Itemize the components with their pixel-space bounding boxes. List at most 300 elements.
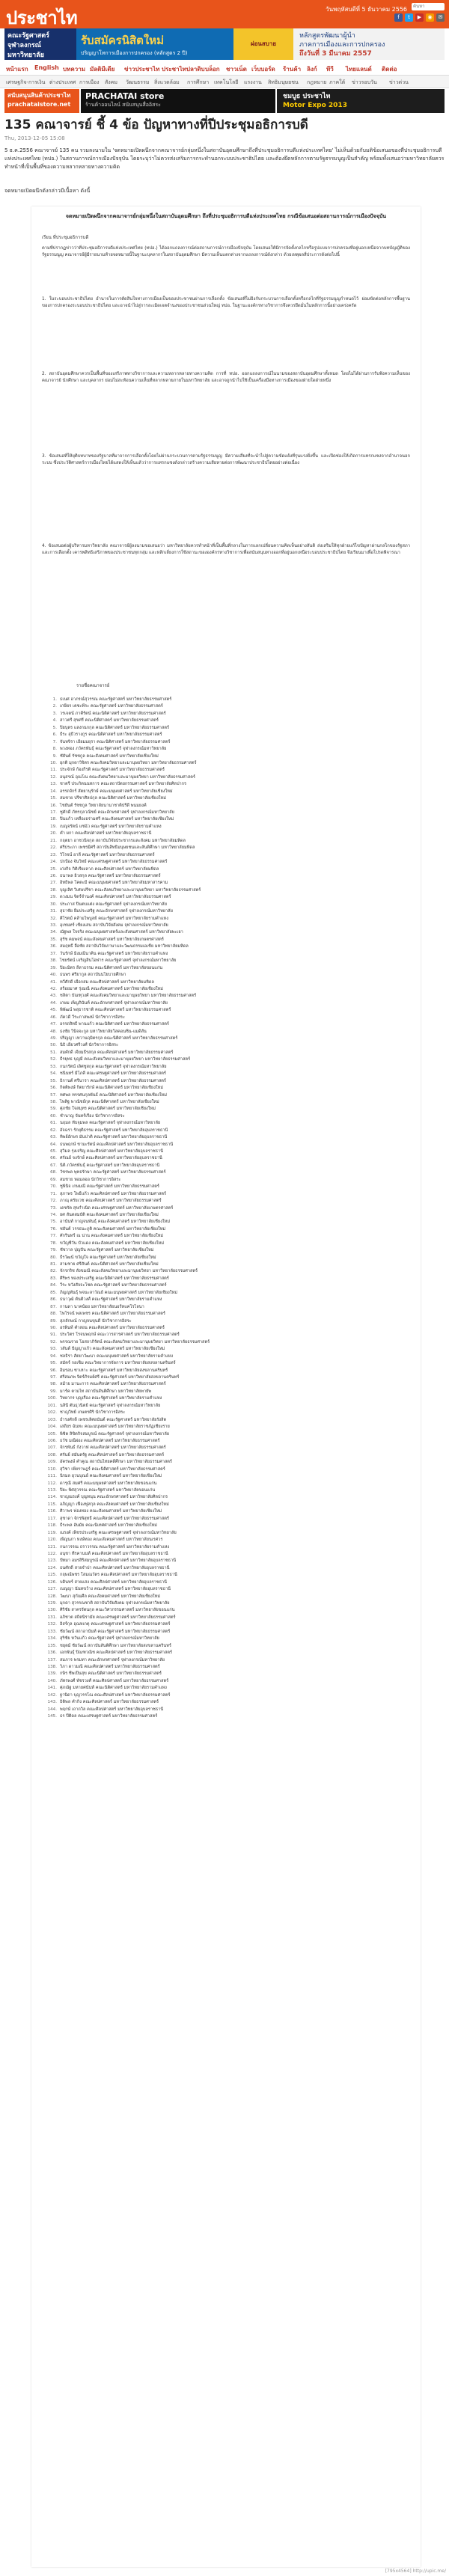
signatory-name: ยุกติ มุกดาวิจิตร คณะสังคมวิทยาและมานุษยวิทยา มหาวิทยาลัยธรรมศาสตร์ bbox=[60, 760, 197, 765]
signatory-name: ปัทมา อมรสิริสมบูรณ์ คณะศิลปศาสตร์ มหาวิทยาลัยอุบลราชธานี bbox=[60, 1558, 177, 1564]
signatory-number: 2. bbox=[52, 704, 57, 709]
signatory-name: อรพินท์ คำสอน คณะศิลปศาสตร์ มหาวิทยาลัยธรรมศาสตร์ bbox=[60, 1325, 165, 1330]
signatory-number: 68. bbox=[50, 1170, 57, 1175]
signatory-number: 91. bbox=[50, 1333, 57, 1338]
letter-title: จดหมายเปิดผนึกจากคณาจารย์กลุ่มหนึ่งในสถาบันอุดมศึกษา ถึงที่ประชุมอธิการบดีแห่งประเทศไทย กรณีข้อเสนอต่อสถานการณ์การเมืองปัจจุบัน bbox=[65, 213, 387, 219]
signatory-name: สุรัช คมพจน์ คณะสังคมศาสตร์ มหาวิทยาลัยเกษตรศาสตร์ bbox=[60, 937, 164, 942]
signatory-name: สมชาย หอมลออ นักวิชาการอิสระ bbox=[60, 1177, 121, 1182]
article-lead: 5 ธ.ค.2556 คณาจารย์ 135 คน รวมลงนามใน 'จดหมายเปิดผนึกจากคณาจารย์กลุ่มหนึ่งในสถาบันอุดมศึกษาถึงที่ประชุมอธิการบดีแห่งประเทศไทย' ไม่เห็นด้วยกับมติข้อเสนอของที่ประชุมอธิการบดีแห่งประเทศไทย (ทปอ.) ในสถานการณ์การเมืองปัจจุบัน โดยระบุว่าไม่ควรส่งเสริมการกระทำนอกระบบประชาธิปไตย และต้องยึดหลักการตามรัฐธรรมนูญเป็นสำคัญ พร้อมทั้งเสนอว่ามหาวิทยาลัยควรทำหน้าที่เป็นพื้นที่ของความหลากหลายทางความคิด bbox=[4, 147, 445, 170]
signatory-number: 62. bbox=[50, 1128, 57, 1133]
signatory-number: 39. bbox=[50, 965, 57, 970]
signatory-name: เกษียร เตชะพีระ คณะรัฐศาสตร์ มหาวิทยาลัยธรรมศาสตร์ bbox=[60, 704, 163, 709]
signatory-name: ขวัญชีวัน บัวแดง คณะสังคมศาสตร์ มหาวิทยาลัยเชียงใหม่ bbox=[60, 1240, 165, 1246]
signatory-row bbox=[46, 1071, 413, 1077]
signatory-number: 3. bbox=[52, 711, 57, 716]
signatory-row bbox=[46, 1459, 413, 1466]
signatory-row bbox=[46, 739, 413, 746]
signatory-number: 103. bbox=[47, 1417, 57, 1422]
signatory-name: ชาตรี ประกิตนนทการ คณะสถาปัตยกรรมศาสตร์ มหาวิทยาลัยศิลปากร bbox=[60, 782, 187, 787]
category-item[interactable]: เศรษฐกิจ-การเงิน bbox=[6, 79, 46, 85]
signatory-number: 16. bbox=[50, 803, 57, 808]
nav-item[interactable]: มัลติมีเดีย bbox=[90, 66, 115, 73]
signatory-number: 79. bbox=[50, 1248, 57, 1253]
signatory-number: 125. bbox=[47, 1573, 57, 1578]
signatory-row bbox=[46, 1142, 413, 1148]
signatory-name: คำ ผกา คณะศิลปศาสตร์ มหาวิทยาลัยอุบลราชธานี bbox=[60, 831, 152, 836]
signatory-name: ณัฐพล ใจจริง คณะมนุษยศาสตร์และสังคมศาสตร์ มหาวิทยาลัยพะเยา bbox=[60, 930, 183, 935]
signatory-row bbox=[46, 1685, 413, 1692]
signatory-name: อานันท์ กาญจนพันธุ์ คณะสังคมศาสตร์ มหาวิทยาลัยเชียงใหม่ bbox=[60, 1220, 171, 1225]
top-banners bbox=[0, 28, 449, 60]
signatory-name: ชัยวัฒน์ สถาอานันท์ คณะรัฐศาสตร์ มหาวิทยาลัยธรรมศาสตร์ bbox=[60, 1629, 171, 1634]
signatory-name: อรรถจักร์ สัตยานุรักษ์ คณะมนุษยศาสตร์ มหาวิทยาลัยเชียงใหม่ bbox=[60, 789, 173, 794]
banner-polsci[interactable]: คณะรัฐศาสตร์ จุฬาลงกรณ์มหาวิทยาลัย bbox=[4, 28, 76, 60]
nav-item[interactable]: ข่าวประชาไท bbox=[124, 66, 160, 73]
signatory-name: สาวตรี สุขศรี คณะนิติศาสตร์ มหาวิทยาลัยธรรมศาสตร์ bbox=[60, 718, 159, 723]
signatory-row bbox=[46, 1389, 413, 1395]
signatory-name: กนกวรรณ ธราวรรณ คณะรัฐศาสตร์ มหาวิทยาลัยรามคำแหง bbox=[60, 1544, 170, 1549]
signatory-number: 53. bbox=[50, 1064, 57, 1069]
signatory-number: 139. bbox=[47, 1671, 57, 1677]
ad-row bbox=[0, 89, 449, 113]
signatory-name: พิชิต ลิขิตกิจสมบูรณ์ คณะรัฐศาสตร์ จุฬาลงกรณ์มหาวิทยาลัย bbox=[60, 1431, 170, 1437]
signatory-row bbox=[46, 703, 413, 710]
signatory-number: 130. bbox=[47, 1608, 57, 1613]
category-item[interactable]: เทคโนโลยี bbox=[214, 79, 239, 85]
signatory-name: ภิญญพันธุ์ พจนะลาวัณย์ คณะมนุษยศาสตร์ มหาวิทยาลัยเชียงใหม่ bbox=[60, 1290, 177, 1295]
signatory-number: 116. bbox=[47, 1509, 57, 1514]
signatory-name: ศิริพร ทองประเสริฐ คณะนิติศาสตร์ มหาวิทยาลัยธรรมศาสตร์ bbox=[60, 1276, 169, 1281]
signatory-name: สุภลักษณ์ กาญจนขุนดี นักวิชาการอิสระ bbox=[60, 1318, 132, 1324]
signatory-number: 52. bbox=[50, 1057, 57, 1062]
signatory-row bbox=[46, 1339, 413, 1346]
signatory-row bbox=[46, 1297, 413, 1303]
category-item[interactable]: กฎหมาย bbox=[307, 79, 327, 85]
signatory-name: ศรัณย์ จงรักษ์ คณะศิลปศาสตร์ มหาวิทยาลัยอุบลราชธานี bbox=[60, 1156, 162, 1161]
signatory-name: ชัยันต์ รัชชกูล คณะสังคมศาสตร์ มหาวิทยาลัยเชียงใหม่ bbox=[60, 753, 159, 759]
signatory-row bbox=[46, 1508, 413, 1515]
category-item[interactable]: สิ่งแวดล้อม bbox=[154, 79, 180, 85]
signatory-number: 65. bbox=[50, 1149, 57, 1154]
signatory-name: พิพัฒน์ พสุธารชาติ คณะศิลปศาสตร์ มหาวิทยาลัยธรรมศาสตร์ bbox=[60, 1008, 171, 1013]
signatory-name: วันรักษ์ มิ่งมณีนาคิน คณะรัฐศาสตร์ มหาวิทยาลัยรามคำแหง bbox=[60, 951, 168, 956]
signatory-number: 27. bbox=[50, 881, 57, 886]
signatory-row bbox=[46, 1120, 413, 1127]
nav-item[interactable]: เว็บบอร์ด bbox=[251, 66, 275, 73]
signatory-name: ชนินทร์ มีโภคี คณะเศรษฐศาสตร์ มหาวิทยาลัยธรรมศาสตร์ bbox=[60, 1071, 166, 1077]
category-item[interactable]: ต่างประเทศ bbox=[49, 79, 76, 85]
signatory-number: 100. bbox=[47, 1396, 57, 1401]
signatory-number: 124. bbox=[47, 1565, 57, 1570]
signatory-name: ธีระ สุธีวรางกูร คณะนิติศาสตร์ มหาวิทยาลัยธรรมศาสตร์ bbox=[60, 732, 162, 738]
signatory-row bbox=[46, 1092, 413, 1099]
signatory-number: 20. bbox=[50, 831, 57, 836]
signatory-row bbox=[46, 916, 413, 923]
signatory-row bbox=[46, 1212, 413, 1219]
nav-item[interactable]: ร้านค้า bbox=[283, 66, 302, 73]
signatory-row bbox=[46, 725, 413, 732]
signatory-row bbox=[46, 824, 413, 830]
signatory-number: 45. bbox=[50, 1008, 57, 1013]
signatory-number: 115. bbox=[47, 1502, 57, 1507]
signatory-name: มุกดา สุวรรณชาติ สถาบันวิจัยสังคม จุฬาลงกรณ์มหาวิทยาลัย bbox=[60, 1601, 170, 1606]
signatory-number: 50. bbox=[50, 1043, 57, 1048]
signatory-number: 66. bbox=[50, 1156, 57, 1161]
signatory-name: กฤษณ์พชร โสมณวัตร คณะศิลปศาสตร์ มหาวิทยาลัยอุบลราชธานี bbox=[60, 1573, 177, 1578]
signatory-name: ศิโรตม์ คล้ามไพบูลย์ คณะรัฐศาสตร์ มหาวิทยาลัยรามคำแหง bbox=[60, 916, 168, 921]
signatory-row bbox=[46, 1085, 413, 1092]
signatory-number: 54. bbox=[50, 1071, 57, 1077]
signatory-row bbox=[46, 1466, 413, 1473]
signatory-row bbox=[46, 1155, 413, 1162]
signatory-row bbox=[46, 1558, 413, 1564]
signatory-name: ธวัช มณีผ่อง คณะศิลปศาสตร์ มหาวิทยาลัยธรรมศาสตร์ bbox=[60, 1438, 160, 1443]
signatory-row bbox=[46, 1713, 413, 1720]
signatory-name: ศรีสมภพ จิตร์ภิรมย์ศรี คณะรัฐศาสตร์ มหาวิทยาลัยสงขลานครินทร์ bbox=[60, 1375, 180, 1380]
signatory-name: ศุภณัฐ มหายศนันท์ คณะนิติศาสตร์ มหาวิทยาลัยรามคำแหง bbox=[60, 1686, 167, 1691]
nav-item[interactable]: หน้าแรก bbox=[6, 66, 28, 73]
category-item[interactable]: ข่าวด่วน bbox=[389, 79, 409, 85]
signatory-name: พรรณราย โอสถาภิรัตน์ คณะสังคมวิทยาและมานุษยวิทยา มหาวิทยาลัยธรรมศาสตร์ bbox=[60, 1339, 210, 1344]
signatory-number: 138. bbox=[47, 1664, 57, 1669]
signatory-row bbox=[46, 1410, 413, 1416]
signatory-name: ชลธิรา สัตยาวัฒนา คณะมนุษยศาสตร์ มหาวิทยาลัยรามคำแหง bbox=[60, 1353, 174, 1359]
signatory-row bbox=[46, 1050, 413, 1056]
signatory-name: ธร ปีติดล คณะเศรษฐศาสตร์ มหาวิทยาลัยธรรมศาสตร์ bbox=[60, 1714, 158, 1719]
signatory-row bbox=[46, 1353, 413, 1360]
signatory-name: ศุภชัย ใจสมุทร คณะนิติศาสตร์ มหาวิทยาลัยเชียงใหม่ bbox=[60, 1107, 156, 1112]
category-item[interactable]: สิทธิมนุษยชน bbox=[268, 79, 299, 85]
signatory-number: 12. bbox=[50, 774, 57, 780]
signatory-number: 118. bbox=[47, 1523, 57, 1529]
signatory-number: 97. bbox=[50, 1375, 57, 1380]
signatory-number: 120. bbox=[47, 1538, 57, 1543]
facebook-icon[interactable]: f bbox=[394, 13, 403, 22]
signatory-row bbox=[46, 718, 413, 724]
signatory-name: อภิญญา เฟื่องฟูสกุล คณะสังคมศาสตร์ มหาวิทยาลัยเชียงใหม่ bbox=[60, 1502, 169, 1507]
signatory-name: อนุสรณ์ อุณโณ คณะสังคมวิทยาและมานุษยวิทยา มหาวิทยาลัยธรรมศาสตร์ bbox=[60, 774, 195, 780]
signatory-row bbox=[46, 1099, 413, 1106]
signatory-row bbox=[46, 1169, 413, 1176]
signatory-number: 96. bbox=[50, 1368, 57, 1373]
signatory-name: วิภา ดาวมณี คณะศิลปศาสตร์ มหาวิทยาลัยธรรมศาสตร์ bbox=[60, 1664, 160, 1669]
signatory-number: 141. bbox=[47, 1686, 57, 1691]
signatory-number: 44. bbox=[50, 1000, 57, 1006]
signatory-number: 14. bbox=[50, 789, 57, 794]
signatory-name: ภัควดี วีระภาสพงษ์ นักวิชาการอิสระ bbox=[60, 1015, 125, 1020]
signatory-number: 88. bbox=[50, 1312, 57, 1317]
signatory-name: สุธาชัย ยิ้มประเสริฐ คณะอักษรศาสตร์ จุฬาลงกรณ์มหาวิทยาลัย bbox=[60, 909, 173, 914]
signatory-row bbox=[46, 1134, 413, 1141]
signatory-number: 145. bbox=[47, 1714, 57, 1719]
signatory-row bbox=[46, 873, 413, 880]
signatory-number: 136. bbox=[47, 1650, 57, 1656]
signatory-name: กานดา นาคน้อย มหาวิทยาลัยนอร์ทแคโรไลนา bbox=[60, 1304, 144, 1309]
signatory-number: 72. bbox=[50, 1199, 57, 1204]
signatory-name: ประภาส ปิ่นตบแต่ง คณะรัฐศาสตร์ จุฬาลงกรณ์มหาวิทยาลัย bbox=[60, 902, 167, 907]
signatory-row bbox=[46, 746, 413, 753]
signatory-number: 110. bbox=[47, 1466, 57, 1472]
signatory-name: ศิวาพร ฟองทอง คณะสังคมศาสตร์ มหาวิทยาลัยเชียงใหม่ bbox=[60, 1509, 162, 1514]
signatory-row bbox=[46, 1226, 413, 1233]
signatory-row bbox=[46, 1000, 413, 1007]
signatory-number: 48. bbox=[50, 1029, 57, 1034]
signatory-row bbox=[46, 1290, 413, 1297]
signatory-number: 117. bbox=[47, 1516, 57, 1521]
signatory-number: 129. bbox=[47, 1601, 57, 1606]
signatory-row bbox=[46, 810, 413, 816]
signatory-name: ธเนศ อาภรณ์สุวรรณ คณะรัฐศาสตร์ มหาวิทยาลัยธรรมศาสตร์ bbox=[60, 697, 172, 702]
ad-prachatai-store[interactable] bbox=[81, 89, 275, 113]
signatory-name: ณรงค์ เพ็ชรประเสริฐ คณะเศรษฐศาสตร์ จุฬาลงกรณ์มหาวิทยาลัย bbox=[60, 1530, 177, 1535]
nav-item[interactable]: บทความ bbox=[63, 66, 85, 73]
signatory-name: อัครพงษ์ ค่ำคูณ สถาบันไทยคดีศึกษา มหาวิทยาลัยธรรมศาสตร์ bbox=[60, 1460, 172, 1465]
signatory-number: 123. bbox=[47, 1558, 57, 1564]
signatory-number: 5. bbox=[52, 725, 57, 730]
nav-item[interactable]: ประชาไทปลาดิบ bbox=[162, 66, 205, 73]
signatory-number: 128. bbox=[47, 1594, 57, 1599]
signatory-number: 64. bbox=[50, 1142, 57, 1147]
signatory-name: อภิชาต สถิตนิรามัย คณะเศรษฐศาสตร์ มหาวิทยาลัยธรรมศาสตร์ bbox=[60, 1615, 176, 1620]
banner-admission[interactable] bbox=[76, 28, 233, 60]
signatory-name: ฐานิดา บุญวรรโณ คณะศิลปศาสตร์ มหาวิทยาลัยธรรมศาสตร์ bbox=[60, 1692, 171, 1698]
letter-paragraph: 2. สถาบันอุดมศึกษาควรเป็นพื้นที่ของเสรีภาพทางวิชาการและความหลากหลายทางความคิด การที่ ทปอ. ออกแถลงการณ์ในนามของสถาบันอุดมศึกษาทั้งหมด โดยไม่ได้ผ่านการรับฟังความเห็นของคณาจารย์ นักศึกษา และบุคลากร ย่อมไม่สะท้อนความเห็นที่หลากหลายภายในมหาวิทยาลัย และอาจถูกนำไปใช้เป็นเครื่องมือทางการเมืองของฝ่ายใดฝ่ายหนึ่ง bbox=[42, 372, 410, 384]
signatory-number: 104. bbox=[47, 1425, 57, 1430]
signatory-name: ธนศักดิ์ สายจำปา คณะศิลปศาสตร์ มหาวิทยาลัยอุบลราชธานี bbox=[60, 1565, 170, 1570]
signatory-number: 133. bbox=[47, 1629, 57, 1634]
signatory-row bbox=[46, 1438, 413, 1445]
signatory-name: เก่งกิจ กิติเรียงลาภ คณะศิลปศาสตร์ มหาวิทยาลัยมหิดล bbox=[60, 866, 159, 872]
signatory-row bbox=[46, 1579, 413, 1586]
nav-item[interactable]: ไทยแลนด์ bbox=[346, 66, 372, 73]
signatory-row bbox=[46, 1261, 413, 1268]
signatory-name: จันทจิรา เอี่ยมมยุรา คณะนิติศาสตร์ มหาวิทยาลัยธรรมศาสตร์ bbox=[60, 739, 171, 744]
search-input[interactable]: ค้นหา bbox=[412, 3, 445, 10]
signatory-row bbox=[46, 993, 413, 1000]
signatory-number: 112. bbox=[47, 1481, 57, 1486]
signatory-name: วิทยากร บุญเรือง คณะรัฐศาสตร์ มหาวิทยาลัยรามคำแหง bbox=[60, 1396, 162, 1401]
signatory-row bbox=[46, 1586, 413, 1593]
signatory-row bbox=[46, 774, 413, 781]
ad-store-support[interactable]: สนับสนุนสินค้าประชาไท prachataistore.net bbox=[4, 89, 79, 113]
signatory-name: สมศักดิ์ เจียมธีรสกุล คณะศิลปศาสตร์ มหาวิทยาลัยธรรมศาสตร์ bbox=[60, 1050, 174, 1055]
signatory-row bbox=[46, 816, 413, 823]
signatory-name: ภัทรพงศ์ พัชรวงศ์ คณะศิลปศาสตร์ มหาวิทยาลัยธรรมศาสตร์ bbox=[60, 1678, 169, 1683]
signatory-name: นิติ ภวัครพันธุ์ คณะรัฐศาสตร์ มหาวิทยาลัยอุบลราชธานี bbox=[60, 1163, 160, 1168]
category-item[interactable]: การศึกษา bbox=[187, 79, 210, 85]
category-item[interactable]: สังคม bbox=[105, 79, 117, 85]
category-item[interactable]: การเมือง bbox=[79, 79, 100, 85]
signatory-row bbox=[46, 767, 413, 774]
signatory-row bbox=[46, 1473, 413, 1480]
signatory-name: กนกรัตน์ เลิศชูสกุล คณะรัฐศาสตร์ จุฬาลงกรณ์มหาวิทยาลัย bbox=[60, 1064, 167, 1069]
signatory-number: 34. bbox=[50, 930, 57, 935]
signatory-row bbox=[46, 1015, 413, 1021]
signatory-row bbox=[46, 1699, 413, 1706]
signatory-number: 81. bbox=[50, 1262, 57, 1267]
signatory-row bbox=[46, 803, 413, 810]
signatory-number: 80. bbox=[50, 1255, 57, 1260]
signatory-row bbox=[46, 894, 413, 901]
signatory-number: 131. bbox=[47, 1615, 57, 1620]
signatory-name: สมชาย ปรีชาศิลปกุล คณะนิติศาสตร์ มหาวิทยาลัยเชียงใหม่ bbox=[60, 796, 166, 801]
nav-item[interactable]: ชาวเน็ต bbox=[226, 66, 247, 73]
signatory-name: กิตติพงษ์ กิตยารักษ์ คณะนิติศาสตร์ มหาวิทยาลัยเชียงใหม่ bbox=[60, 1086, 164, 1091]
signatory-number: 28. bbox=[50, 887, 57, 893]
signatory-row bbox=[46, 1035, 413, 1042]
signatory-name: บดินทร์ สายแสง คณะศิลปศาสตร์ มหาวิทยาลัยอุบลราชธานี bbox=[60, 1579, 167, 1585]
signatory-name: สุชาดา จักรพิสุทธิ์ คณะศิลปศาสตร์ มหาวิทยาลัยธรรมศาสตร์ bbox=[60, 1516, 169, 1521]
signatory-name: สุวิชา เพียราษฎร์ คณะนิติศาสตร์ มหาวิทยาลัยธรรมศาสตร์ bbox=[60, 1466, 165, 1472]
signatory-number: 61. bbox=[50, 1121, 57, 1126]
signatory-number: 58. bbox=[50, 1099, 57, 1104]
signatory-name: ปิยะ พิศสุวรรณ คณะรัฐศาสตร์ มหาวิทยาลัยขอนแก่น bbox=[60, 1488, 156, 1493]
signatory-number: 113. bbox=[47, 1488, 57, 1493]
site-logo[interactable]: ประชาไท bbox=[6, 7, 78, 28]
signatory-row bbox=[46, 972, 413, 979]
youtube-icon[interactable]: ▶ bbox=[415, 13, 424, 22]
signatory-name: ศรันย์ สมันตรัฐ คณะศิลปศาสตร์ มหาวิทยาลัยธรรมศาสตร์ bbox=[60, 1452, 165, 1457]
signatory-row bbox=[46, 1106, 413, 1113]
signatory-name: พฤกษ์ เถาถวิล คณะศิลปศาสตร์ มหาวิทยาลัยอุบลราชธานี bbox=[60, 1707, 164, 1712]
signatory-number: 23. bbox=[50, 852, 57, 857]
signatory-row bbox=[46, 1565, 413, 1572]
signatory-row bbox=[46, 1042, 413, 1049]
article-byline: จดหมายเปิดผนึกดังกล่าวมีเนื้อหา ดังนี้ bbox=[4, 188, 91, 194]
ad-motor-line2: Motor Expo 2013 bbox=[283, 102, 347, 109]
signatory-number: 140. bbox=[47, 1678, 57, 1683]
signatory-row bbox=[46, 1056, 413, 1063]
category-item[interactable]: ภาคใต้ bbox=[329, 79, 346, 85]
signatory-row bbox=[46, 1707, 413, 1713]
signatory-name: เกษม เพ็ญภินันท์ คณะอักษรศาสตร์ จุฬาลงกรณ์มหาวิทยาลัย bbox=[60, 1000, 168, 1006]
signatory-row bbox=[46, 1255, 413, 1261]
signatory-number: 106. bbox=[47, 1438, 57, 1443]
rss-icon[interactable]: ◉ bbox=[426, 13, 434, 22]
social-icons bbox=[394, 13, 445, 22]
signatory-name: ศักรินทร์ ณ น่าน คณะสังคมศาสตร์ มหาวิทยาลัยเชียงใหม่ bbox=[60, 1234, 164, 1239]
signatory-row bbox=[46, 859, 413, 866]
signatory-row bbox=[46, 979, 413, 986]
twitter-icon[interactable]: t bbox=[405, 13, 413, 22]
ad-motor-expo[interactable] bbox=[277, 89, 445, 113]
signatory-name: นิรมล ยุวนบุณย์ คณะสังคมศาสตร์ มหาวิทยาลัยเชียงใหม่ bbox=[60, 1474, 162, 1479]
category-item[interactable]: วัฒนธรรม bbox=[126, 79, 150, 85]
ad-store-title: PRACHATAI store bbox=[85, 91, 165, 101]
signatory-name: ปริญญา เทวานฤมิตรกุล คณะนิติศาสตร์ มหาวิทยาลัยธรรมศาสตร์ bbox=[60, 1036, 178, 1041]
signatory-name: สุภาพร โพธิ์แก้ว คณะศิลปศาสตร์ มหาวิทยาลัยธรรมศาสตร์ bbox=[60, 1191, 167, 1196]
signatory-name: อุเชนทร์ เชียงเสน สถาบันวิจัยสังคม จุฬาลงกรณ์มหาวิทยาลัย bbox=[60, 923, 168, 928]
category-item[interactable]: แรงงาน bbox=[244, 79, 262, 85]
signatory-name: บุญเลิศ วิเศษปรีชา คณะสังคมวิทยาและมานุษยวิทยา มหาวิทยาลัยธรรมศาสตร์ bbox=[60, 887, 201, 893]
signatory-row bbox=[46, 1247, 413, 1254]
signatory-name: ทิพย์อักษร มันปาติ คณะรัฐศาสตร์ มหาวิทยาลัยอุบลราชธานี bbox=[60, 1135, 168, 1140]
signatory-row bbox=[46, 1530, 413, 1537]
signatory-number: 1. bbox=[52, 697, 57, 702]
category-item[interactable]: ข่าวรอบวัน bbox=[352, 79, 377, 85]
signatory-row bbox=[46, 1481, 413, 1487]
signatory-number: 89. bbox=[50, 1318, 57, 1324]
banner-course[interactable] bbox=[293, 28, 445, 60]
signatory-name: ชยุตม์ ชัยวัฒน์ สถาบันสันติศึกษา มหาวิทยาลัยสงขลานครินทร์ bbox=[60, 1643, 171, 1648]
article-title: 135 คณาจารย์ ชี้ 4 ข้อ ปัญหาทางที่ปีประชุมอธิการบดี bbox=[4, 117, 308, 132]
signatory-row bbox=[46, 1445, 413, 1451]
signatory-number: 82. bbox=[50, 1269, 57, 1274]
signatory-name: วสันต์ ปัญญาแก้ว คณะสังคมศาสตร์ มหาวิทยาลัยเชียงใหม่ bbox=[60, 1347, 165, 1352]
signatory-name: ชลิตา บัณฑุวงศ์ คณะสังคมวิทยาและมานุษยวิทยา มหาวิทยาลัยธรรมศาสตร์ bbox=[60, 994, 197, 999]
signatory-number: 10. bbox=[50, 760, 57, 765]
signatory-row bbox=[46, 1487, 413, 1494]
signatory-name: ธีรวัฒน์ ขวัญใจ คณะรัฐศาสตร์ มหาวิทยาลัยเชียงใหม่ bbox=[60, 1255, 156, 1260]
signatory-number: 142. bbox=[47, 1692, 57, 1698]
signatory-number: 76. bbox=[50, 1226, 57, 1232]
signatory-number: 25. bbox=[50, 866, 57, 872]
signatory-number: 119. bbox=[47, 1530, 57, 1535]
signatory-row bbox=[46, 1594, 413, 1600]
signatory-name: สมัคร์ กอเซ็ม คณะวิทยาการจัดการ มหาวิทยาลัยสงขลานครินทร์ bbox=[60, 1361, 176, 1366]
signatory-number: 70. bbox=[50, 1184, 57, 1190]
mail-icon[interactable]: ✉ bbox=[436, 13, 445, 22]
letter-greeting: เรียน ที่ประชุมอธิการบดี bbox=[42, 235, 89, 240]
signatory-number: 18. bbox=[50, 817, 57, 822]
signatory-number: 56. bbox=[50, 1086, 57, 1091]
signatory-number: 114. bbox=[47, 1495, 57, 1500]
signatory-row bbox=[46, 1636, 413, 1642]
signatory-number: 84. bbox=[50, 1283, 57, 1288]
signatory-name: เบญจรัตน์ แซ่ฉั่ว คณะรัฐศาสตร์ มหาวิทยาลัยรามคำแหง bbox=[60, 824, 162, 829]
signatory-number: 109. bbox=[47, 1460, 57, 1465]
signatory-number: 49. bbox=[50, 1036, 57, 1041]
nav-item[interactable]: บล็อก bbox=[205, 66, 220, 73]
signatory-name: ไพสิฐ พาณิชย์กุล คณะนิติศาสตร์ มหาวิทยาลัยเชียงใหม่ bbox=[60, 1099, 159, 1104]
signatory-name: ทศพล ทรรศนกุลพันธ์ คณะนิติศาสตร์ มหาวิทยาลัยเชียงใหม่ bbox=[60, 1092, 167, 1098]
signatory-name: ธิติพล คำกิ่ง คณะศิลปศาสตร์ มหาวิทยาลัยธรรมศาสตร์ bbox=[60, 1700, 159, 1705]
signatory-number: 36. bbox=[50, 944, 57, 949]
signatory-name: นลินี ตันธุวนิตย์ คณะรัฐศาสตร์ จุฬาลงกรณ์มหาวิทยาลัย bbox=[60, 1403, 161, 1408]
nav-item[interactable]: English bbox=[34, 64, 59, 71]
nav-item[interactable]: ลิงก์ bbox=[307, 66, 317, 73]
signatory-number: 19. bbox=[50, 824, 57, 829]
signatory-row bbox=[46, 1650, 413, 1656]
signatory-name: ประจักษ์ ก้องกีรติ คณะรัฐศาสตร์ มหาวิทยาลัยธรรมศาสตร์ bbox=[60, 768, 165, 773]
signatory-row bbox=[46, 866, 413, 873]
signatory-row bbox=[46, 760, 413, 767]
signatory-row bbox=[46, 697, 413, 703]
signatory-name: สมภาร พรมทา คณะอักษรศาสตร์ จุฬาลงกรณ์มหาวิทยาลัย bbox=[60, 1657, 165, 1662]
signatory-number: 22. bbox=[50, 845, 57, 851]
signatory-number: 6. bbox=[52, 732, 57, 738]
signatory-number: 29. bbox=[50, 895, 57, 900]
signatory-number: 99. bbox=[50, 1389, 57, 1394]
signatory-row bbox=[46, 1452, 413, 1459]
banner-promo[interactable]: ผ่อนสบาย bbox=[233, 28, 293, 60]
signatory-name: ชัชวาล ปุญปัน คณะรัฐศาสตร์ มหาวิทยาลัยเชียงใหม่ bbox=[60, 1248, 154, 1253]
signatory-row bbox=[46, 1029, 413, 1035]
signatory-row bbox=[46, 908, 413, 915]
signatory-name: ธนพฤกษ์ ชามะรัตน์ คณะศิลปศาสตร์ มหาวิทยาลัยอุบลราชธานี bbox=[60, 1142, 174, 1147]
signatory-row bbox=[46, 1643, 413, 1650]
signatory-number: 71. bbox=[50, 1191, 57, 1196]
signatory-name: เพ็ญนภา หงษ์ทอง คณะสังคมศาสตร์ มหาวิทยาลัยนเรศวร bbox=[60, 1538, 163, 1543]
signatory-row bbox=[46, 880, 413, 887]
signatory-row bbox=[46, 1544, 413, 1551]
nav-item[interactable]: ติดต่อ bbox=[382, 66, 397, 73]
signatory-number: 75. bbox=[50, 1220, 57, 1225]
signatory-name: ไพโรจน์ พลเพชร คณะนิติศาสตร์ มหาวิทยาลัยธรรมศาสตร์ bbox=[60, 1312, 165, 1317]
nav-item[interactable]: ทีวี bbox=[326, 66, 334, 73]
signatory-name: ชาญณรงค์ บุญหนุน คณะอักษรศาสตร์ มหาวิทยาลัยศิลปากร bbox=[60, 1495, 168, 1500]
signatory-row bbox=[46, 1516, 413, 1523]
